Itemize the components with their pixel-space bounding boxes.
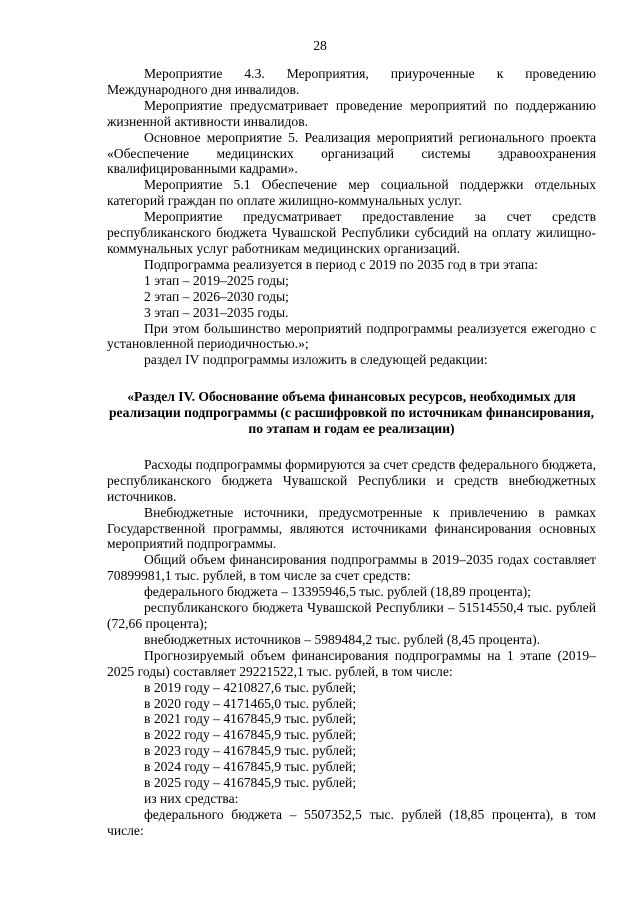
paragraph: Мероприятие 4.3. Мероприятия, приуроченные к проведению Международного дня инвалидов. [107, 66, 596, 97]
year-item: в 2023 году – 4167845,9 тыс. рублей; [144, 743, 357, 759]
year-item: в 2024 году – 4167845,9 тыс. рублей; [144, 759, 357, 775]
funding-line: федерального бюджета – 5507352,5 тыс. рублей (18,85 процента), в том числе: [107, 806, 596, 838]
paragraph: Прогнозируемый объем финансирования подпрограммы на 1 этапе (2019–2025 годы) составляет 29221522,1 тыс. рублей, в том числе: [107, 647, 596, 679]
paragraph: Основное мероприятие 5. Реализация мероприятий регионального проекта «Обеспечение медицинских организаций системы здравоохранения квалифицированными кадрами». [107, 129, 596, 177]
paragraph: Мероприятие 5.1 Обеспечение мер социальной поддержки отдельных категорий граждан по оплате жилищно-коммунальных услуг. [107, 177, 596, 209]
year-item: в 2021 году – 4167845,9 тыс. рублей; [144, 711, 357, 727]
paragraph: Подпрограмма реализуется в период с 2019 по 2035 год в три этапа: [144, 256, 538, 272]
paragraph: Общий объем финансирования подпрограммы в 2019–2035 годах составляет 70899981,1 тыс. рублей, в том числе за счет средств: [107, 552, 596, 584]
year-item: в 2022 году – 4167845,9 тыс. рублей; [144, 727, 357, 743]
paragraph: Внебюджетные источники, предусмотренные к привлечению в рамках Государственной программы, являются источниками финансирования основных мероприятий подпрограммы. [107, 504, 596, 552]
paragraph: раздел IV подпрограммы изложить в следующей редакции: [144, 352, 488, 368]
year-item: в 2019 году – 4210827,6 тыс. рублей; [144, 679, 357, 695]
section-heading: «Раздел IV. Обоснование объема финансовых ресурсов, необходимых для реализации подпрограммы (с расшифровкой по источникам финансирования, по этапам и годам ее реализации) [109, 389, 594, 437]
paragraph: Расходы подпрограммы формируются за счет средств федерального бюджета, республиканского бюджета Чувашской Республики и средств внебюджетных источников. [107, 456, 596, 504]
page-number: 28 [313, 38, 327, 53]
paragraph: Мероприятие предусматривает проведение мероприятий по поддержанию жизненной активности инвалидов. [107, 97, 596, 129]
document-body [107, 66, 596, 839]
stage-item: 2 этап – 2026–2030 годы; [144, 288, 289, 304]
year-item: в 2025 году – 4167845,9 тыс. рублей; [144, 775, 357, 791]
funding-line: федерального бюджета – 13395946,5 тыс. рублей (18,89 процента); [144, 584, 531, 600]
stage-item: 3 этап – 2031–2035 годы. [144, 304, 289, 320]
year-item: в 2020 году – 4171465,0 тыс. рублей; [144, 695, 357, 711]
paragraph: из них средства: [144, 790, 239, 806]
paragraph: Мероприятие предусматривает предоставление за счет средств республиканского бюджета Чувашской Республики субсидий на оплату жилищно-коммунальных услуг работникам медицинских организаций. [107, 209, 596, 256]
paragraph: При этом большинство мероприятий подпрограммы реализуется ежегодно с установленной периодичностью.»; [107, 320, 596, 352]
funding-line: внебюджетных источников – 5989484,2 тыс. рублей (8,45 процента). [144, 631, 541, 647]
funding-line: республиканского бюджета Чувашской Республики – 51514550,4 тыс. рублей (72,66 процента); [107, 600, 596, 631]
stage-item: 1 этап – 2019–2025 годы; [144, 272, 289, 288]
